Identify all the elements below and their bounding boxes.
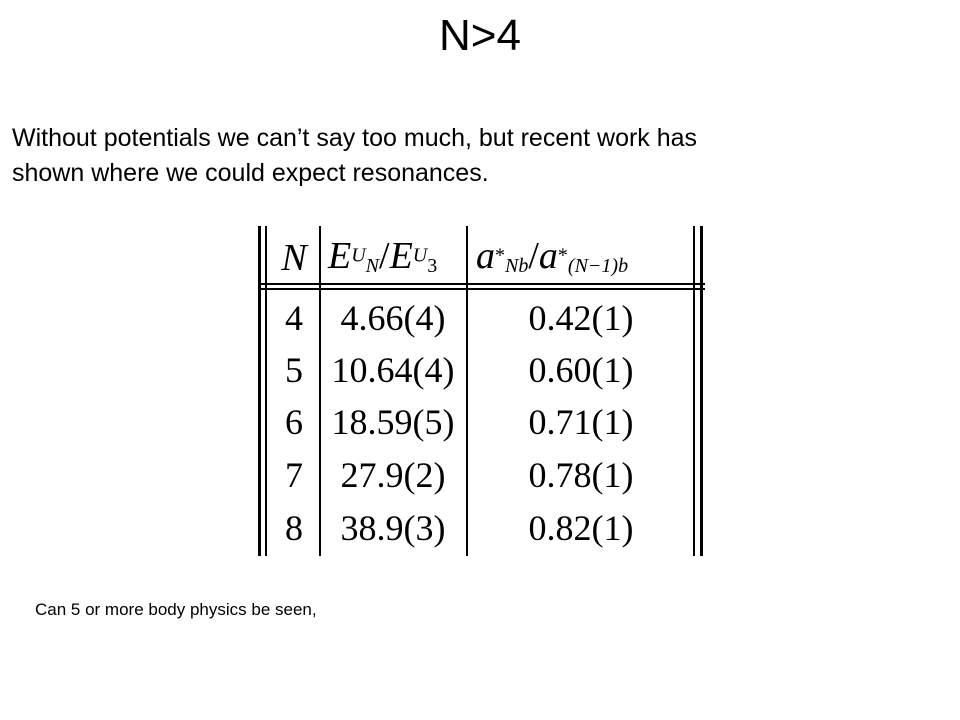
table-left-rule-inner: [265, 226, 267, 556]
intro-text: [12, 121, 912, 191]
header-energy-num-sup: U: [351, 244, 366, 267]
table-col-rule-2: [466, 226, 468, 556]
table-header-rule-top: [258, 283, 705, 285]
header-energy-num-sub: N: [365, 255, 380, 278]
row-5-ratio: 0.82(1): [528, 508, 634, 548]
header-n: N: [281, 237, 307, 279]
row-5-n: 8: [285, 508, 303, 548]
header-energy-ratio: $E^U_N/E^U_3$: [328, 235, 438, 278]
row-1-ratio: 0.42(1): [528, 298, 634, 338]
header-scat-den-sup: *: [557, 244, 568, 267]
slide-title: N>4: [439, 11, 521, 60]
header-energy-den-sup: U: [412, 244, 428, 267]
header-scattering-ratio: $a^*_{Nb}/a^*_{(N-1)b}$: [476, 235, 629, 278]
intro-line-2: shown where we could expect resonances.: [12, 159, 489, 187]
row-3-ratio: 0.71(1): [528, 402, 634, 442]
row-3-energy: 18.59(5): [331, 402, 455, 442]
row-4-ratio: 0.78(1): [528, 455, 634, 495]
row-2-ratio: 0.60(1): [528, 350, 634, 390]
table-right-rule-outer: [700, 226, 703, 556]
footnote-question: Can 5 or more body physics be seen,: [35, 600, 317, 619]
row-2-n: 5: [285, 350, 303, 390]
header-scat-den-sub: (N−1)b: [567, 255, 629, 278]
table-left-rule-outer: [258, 226, 261, 556]
row-4-n: 7: [285, 455, 303, 495]
table-col-rule-1: [319, 226, 321, 556]
row-2-energy: 10.64(4): [331, 350, 455, 390]
row-1-n: 4: [285, 298, 303, 338]
header-scat-num-sup: *: [495, 244, 505, 267]
header-energy-den-sub: 3: [427, 255, 438, 278]
row-3-n: 6: [285, 402, 303, 442]
intro-line-1: Without potentials we can’t say too much, but recent work has: [12, 124, 698, 152]
table-header-rule-bottom: [258, 288, 705, 290]
row-5-energy: 38.9(3): [340, 508, 446, 548]
row-1-energy: 4.66(4): [340, 298, 446, 338]
row-4-energy: 27.9(2): [340, 455, 446, 495]
header-scat-num-sub: Nb: [505, 255, 529, 278]
table-right-rule-inner: [693, 226, 695, 556]
resonance-table: [258, 226, 705, 556]
